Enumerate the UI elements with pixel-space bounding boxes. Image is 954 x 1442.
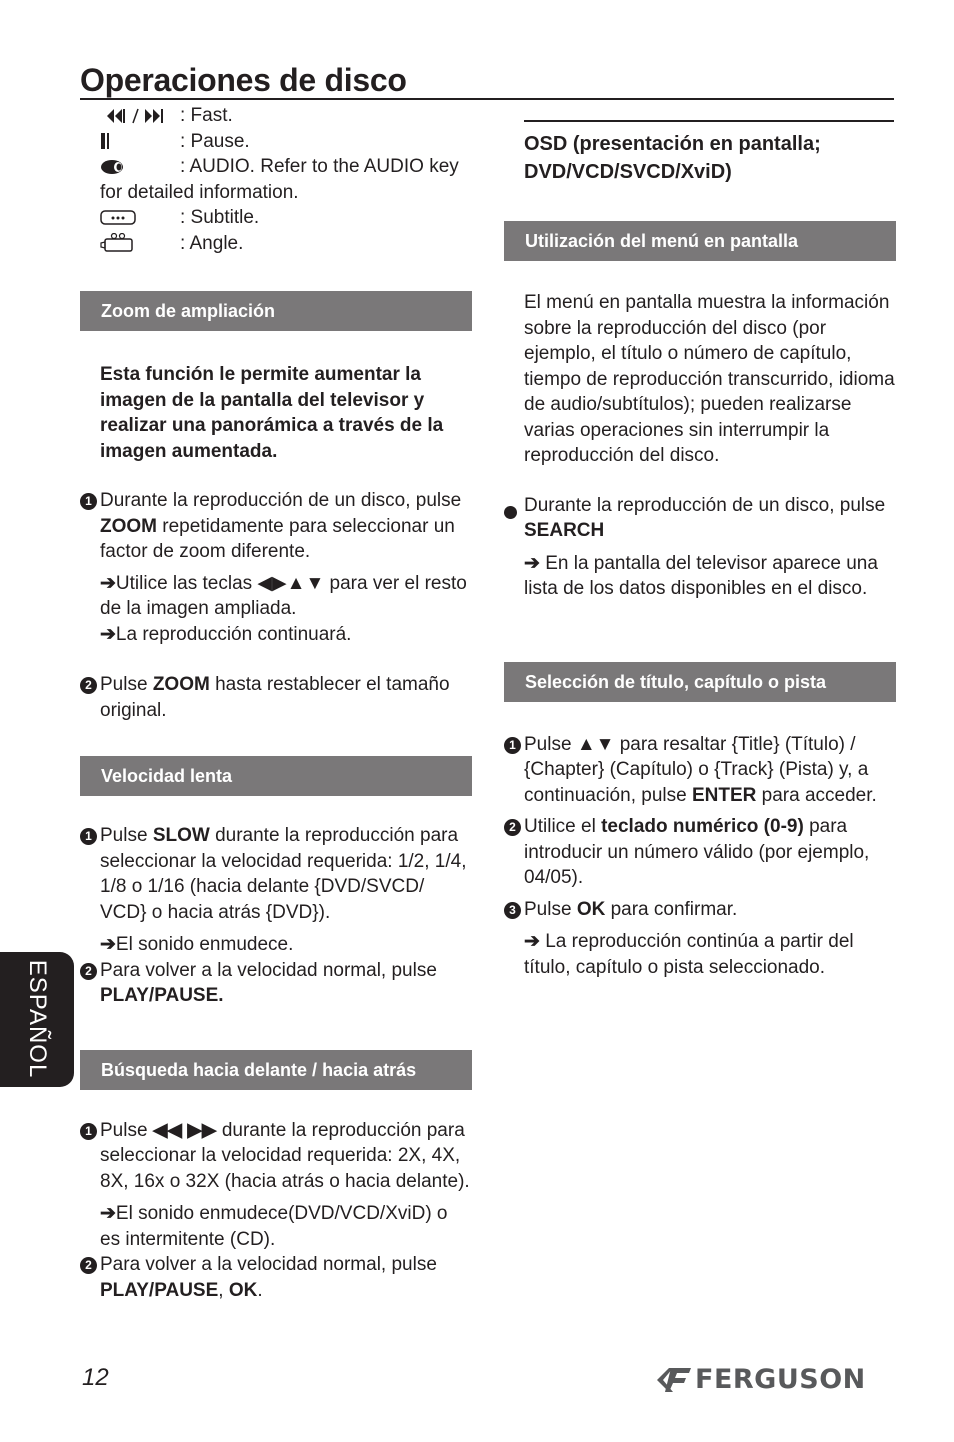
- legend-fast: [80, 103, 472, 129]
- rewind-forward-keys-icon: ◀◀ ▶▶: [152, 1119, 217, 1141]
- arrow-icon: ➔: [524, 931, 540, 952]
- arrow-icon: ➔: [100, 934, 116, 955]
- language-tab: [0, 952, 74, 1087]
- page-number: 12: [82, 1364, 109, 1391]
- slow-section-header: Velocidad lenta: [80, 756, 472, 796]
- legend-subtitle: [80, 205, 472, 231]
- language-tab-label: ESPAÑOL: [24, 959, 51, 1079]
- up-down-keys-icon: ▲▼: [576, 733, 615, 755]
- rewind-forward-icon: [100, 108, 180, 124]
- zoom-step-1: 1 Durante la reproducción de un disco, pulse ZOOM repetidamente para seleccionar un factor de zoom diferente.: [80, 488, 472, 565]
- osd-arrow-1: ➔ En la pantalla del televisor aparece una lista de los datos disponibles en el disco.: [524, 552, 878, 599]
- step-number-2: 2: [80, 677, 97, 694]
- pause-icon: [100, 132, 180, 150]
- page-title: Operaciones de disco: [80, 62, 407, 98]
- select-step-2: 2 Utilice el teclado numérico (0-9) para introducir un número válido (por ejemplo, 04/05).: [504, 814, 896, 891]
- slow-arrow-1: ➔El sonido enmudece.: [100, 934, 294, 955]
- slow-step-2: 2 Para volver a la velocidad normal, pulse PLAY/PAUSE.: [80, 958, 472, 1009]
- legend-audio-text: : AUDIO. Refer to the AUDIO key: [180, 156, 459, 177]
- osd-menu-header: Utilización del menú en pantalla: [504, 221, 896, 261]
- camera-angle-icon: [100, 233, 180, 253]
- osd-title: OSD (presentación en pantalla; DVD/VCD/SVCD/XviD): [524, 133, 821, 183]
- legend-angle: [80, 231, 472, 257]
- zoom-step-2: 2 Pulse ZOOM hasta restablecer el tamaño original.: [80, 672, 472, 723]
- brand-mark-icon: [655, 1365, 693, 1395]
- zoom-key: ZOOM: [100, 515, 157, 537]
- audio-icon: [100, 159, 180, 175]
- search-step-2: 2 Para volver a la velocidad normal, pulse PLAY/PAUSE, OK.: [80, 1252, 472, 1303]
- osd-bullet: Durante la reproducción de un disco, pulse SEARCH: [504, 493, 896, 544]
- select-arrow-1: ➔ La reproducción continúa a partir del título, capítulo o pista seleccionado.: [524, 931, 854, 978]
- step-number-1: 1: [80, 493, 97, 510]
- legend-pause: [80, 129, 472, 155]
- legend-fast-text: : Fast.: [180, 105, 233, 126]
- step-number-2: 2: [80, 1257, 97, 1274]
- legend-subtitle-text: : Subtitle.: [180, 207, 260, 228]
- legend-angle-text: : Angle.: [180, 232, 244, 254]
- bullet-icon: [504, 506, 517, 519]
- legend-audio: [80, 154, 472, 180]
- osd-rule: [524, 120, 894, 122]
- brand-name: FERGUSON: [695, 1364, 866, 1395]
- zoom-arrow-1: ➔Utilice las teclas ◀▶▲▼ para ver el resto de la imagen ampliada.: [100, 572, 467, 619]
- left-column: [80, 103, 472, 1303]
- step-number-2: 2: [504, 819, 521, 836]
- slow-step-1: 1 Pulse SLOW durante la reproducción para seleccionar la velocidad requerida: 1/2, 1/4, 1/8 o 1/16 (hacia delante {DVD/SVCD/ VCD} o hacia atrás {DVD}).: [80, 823, 472, 925]
- select-section-header: Selección de título, capítulo o pista: [504, 662, 896, 702]
- search-section-header: Búsqueda hacia delante / hacia atrás: [80, 1050, 472, 1090]
- legend-pause-text: : Pause.: [180, 130, 250, 152]
- search-arrow-1: ➔El sonido enmudece(DVD/VCD/XviD) o es intermitente (CD).: [100, 1203, 448, 1250]
- step-number-1: 1: [80, 828, 97, 845]
- step-number-2: 2: [80, 963, 97, 980]
- zoom-section-header: Zoom de ampliación: [80, 291, 472, 331]
- select-step-1: 1 Pulse ▲▼ para resaltar {Title} (Título) / {Chapter} (Capítulo) o {Track} (Pista) y, a continuación, pulse ENTER para acceder.: [504, 732, 896, 809]
- arrow-icon: ➔: [524, 552, 540, 574]
- right-column: [504, 120, 896, 980]
- step-number-3: 3: [504, 902, 521, 919]
- step-number-1: 1: [504, 737, 521, 754]
- title-rule: [80, 98, 894, 100]
- zoom-intro: Esta función le permite aumentar la imagen de la pantalla del televisor y realizar una panorámica a través de la imagen aumentada.: [100, 364, 444, 462]
- search-step-1: 1 Pulse ◀◀ ▶▶ durante la reproducción para seleccionar la velocidad requerida: 2X, 4X, 8X, 16x o 32X (hacia atrás o hacia delante).: [80, 1118, 472, 1195]
- direction-keys-icon: ◀▶▲▼: [257, 572, 325, 594]
- subtitle-icon: [100, 210, 180, 226]
- arrow-icon: ➔: [100, 1203, 116, 1224]
- select-step-3: 3 Pulse OK para confirmar.: [504, 897, 896, 923]
- zoom-arrow-2: ➔La reproducción continuará.: [100, 623, 352, 645]
- step-number-1: 1: [80, 1123, 97, 1140]
- legend-audio-cont: for detailed information.: [100, 181, 299, 203]
- arrow-icon: ➔: [100, 572, 116, 594]
- arrow-icon: ➔: [100, 623, 116, 645]
- brand-logo: [655, 1364, 866, 1395]
- osd-menu-body: El menú en pantalla muestra la información sobre la reproducción del disco (por ejemplo, el título o número de capítulo, tiempo de reproducción transcurrido, idioma de audio/subtítulos); pueden realizarse varias operaciones sin interrumpir la reproducción del disco.: [524, 292, 895, 466]
